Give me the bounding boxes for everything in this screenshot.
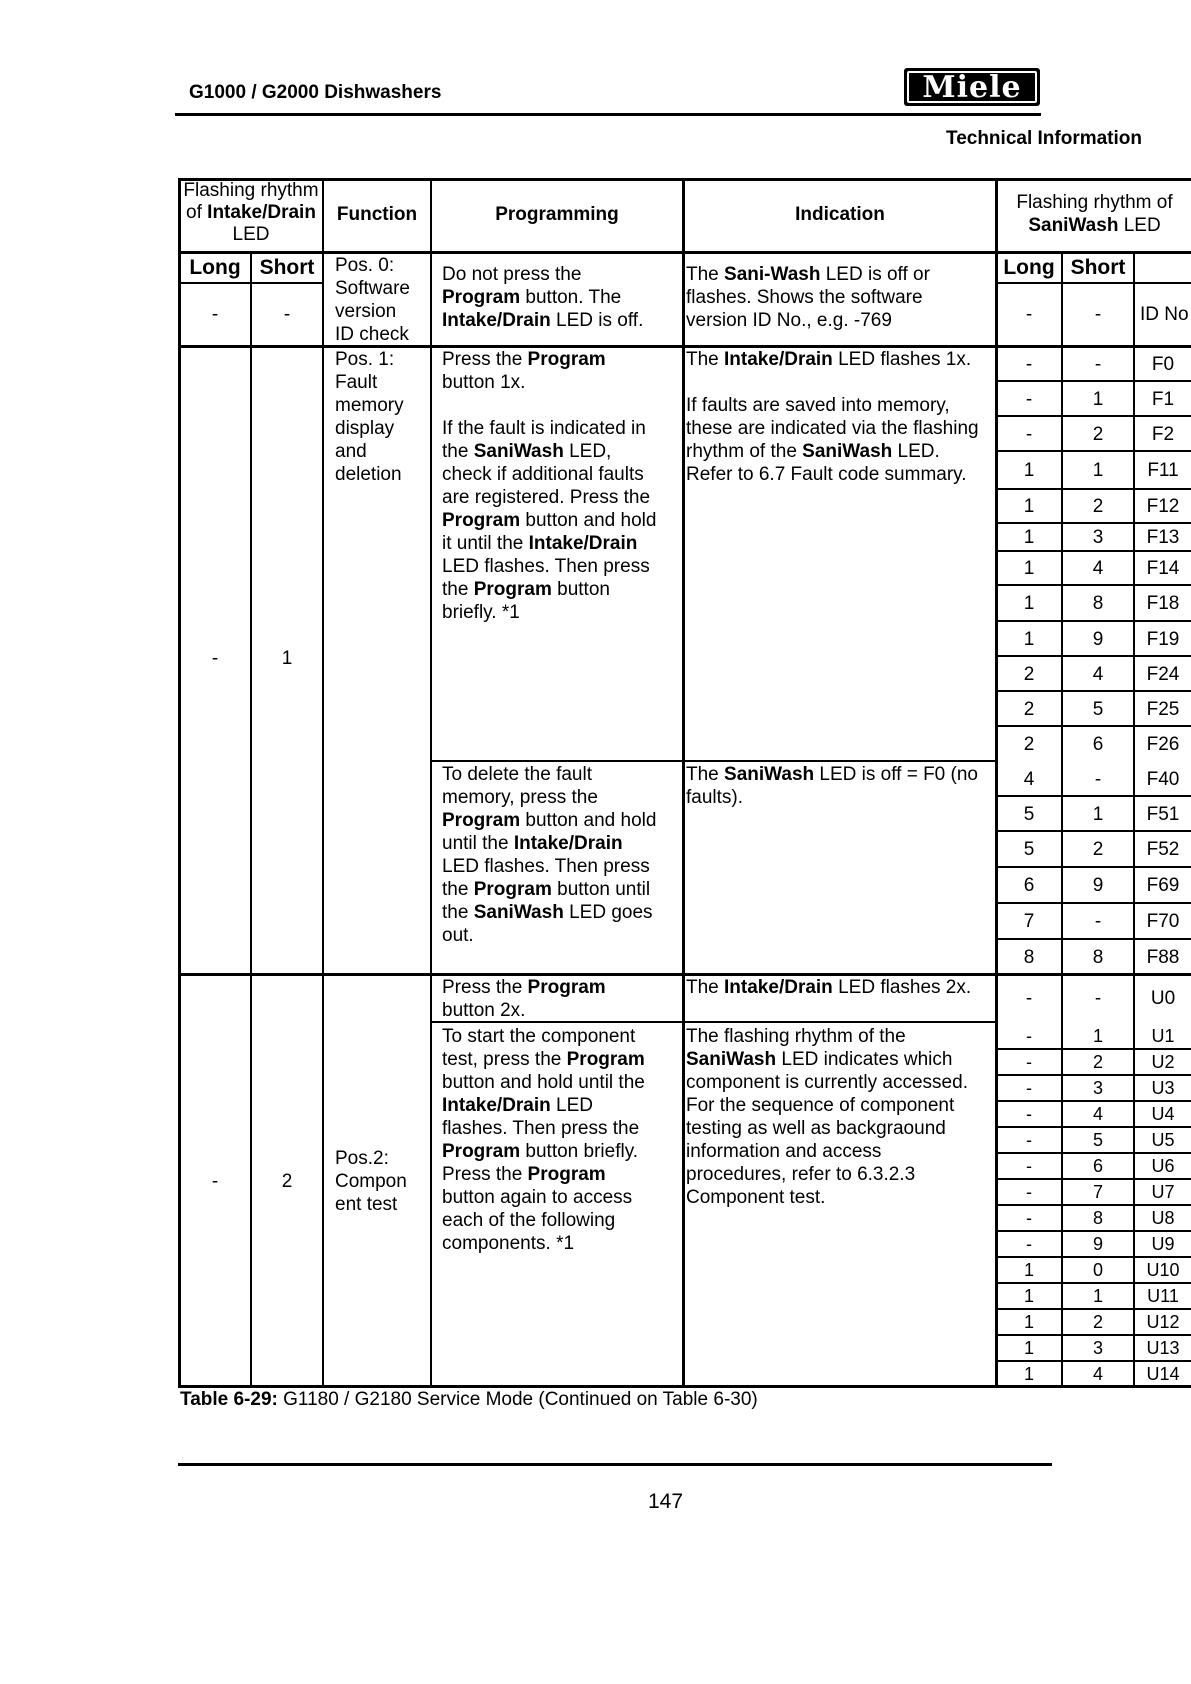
text-line: rhythm of the SaniWash LED. (686, 441, 940, 462)
col-divider (322, 178, 324, 1388)
text-line: information and access (686, 1141, 882, 1162)
sani-long-cell: - (1025, 354, 1033, 375)
sani-row-rule (995, 1048, 1191, 1050)
text-line: out. (442, 925, 474, 946)
sani-code-cell: F1 (1151, 388, 1175, 410)
text-line: check if additional faults (442, 464, 644, 485)
sani-code-cell: F13 (1146, 527, 1180, 548)
header-sani-long: Long (1003, 256, 1055, 279)
col-divider (250, 252, 252, 1388)
sani-row-rule (995, 1126, 1191, 1128)
sani-code-cell: U4 (1151, 1104, 1175, 1124)
pos2-sani-first-code: U0 (1150, 988, 1176, 1009)
pos0-short: - (283, 304, 291, 325)
sani-long-cell: - (1025, 388, 1033, 410)
text-line: flashes. Then press the (442, 1118, 640, 1139)
text-line: the Program button (442, 579, 610, 600)
text-line: it until the Intake/Drain (442, 533, 638, 554)
sani-row-rule (995, 902, 1191, 904)
sani-short-cell: 0 (1092, 1260, 1103, 1280)
sani-long-cell: 2 (1023, 663, 1035, 685)
document-title: G1000 / G2000 Dishwashers (189, 82, 442, 103)
sani-code-cell: U14 (1146, 1363, 1180, 1384)
sani-row-rule (995, 1230, 1191, 1232)
text-line: Program button and hold (442, 810, 657, 831)
sani-long-cell: - (1026, 1104, 1032, 1124)
sani-code-cell: U2 (1151, 1052, 1175, 1072)
text-line: LED flashes. Then press (442, 856, 650, 877)
header-text: Flashing rhythm (183, 180, 319, 201)
sani-long-cell: 1 (1023, 496, 1035, 517)
sani-row-rule (995, 1204, 1191, 1206)
section-rule (178, 345, 1191, 348)
sani-long-cell: 5 (1023, 803, 1035, 825)
text-line: component is currently accessed. (686, 1072, 968, 1093)
sani-short-cell: 4 (1092, 1363, 1103, 1384)
text-line: memory, press the (442, 787, 598, 808)
col-divider (682, 178, 685, 1388)
sani-row-rule (995, 620, 1191, 622)
text-line: Press the Program (442, 349, 606, 370)
text-line: deletion (335, 464, 402, 485)
text-line: testing as well as backgraound (686, 1118, 946, 1139)
pos0-programming (442, 263, 643, 332)
sani-long-cell: - (1026, 1026, 1032, 1046)
text-line: The Intake/Drain LED flashes 2x. (686, 977, 972, 998)
header-bottom-rule (178, 251, 1191, 254)
sani-row-rule (995, 830, 1191, 832)
text-line: faults). (686, 787, 744, 808)
sani-code-cell: U10 (1146, 1260, 1180, 1280)
sani-code-cell: F12 (1146, 496, 1180, 517)
text-line: If faults are saved into memory, (686, 395, 950, 416)
header-text: LED (232, 224, 270, 245)
sani-long-cell: 2 (1023, 698, 1035, 720)
text-line: display (335, 418, 395, 439)
sani-row-rule (995, 866, 1191, 868)
sani-short-cell: 3 (1092, 527, 1104, 548)
text-line: Refer to 6.7 Fault code summary. (686, 464, 967, 485)
text-line: Program button briefly. (442, 1141, 639, 1162)
pos2-function (335, 1147, 407, 1216)
text-line: test, press the Program (442, 1049, 645, 1070)
sani-row-rule (995, 415, 1191, 417)
sani-short-cell: - (1094, 354, 1102, 375)
text-line: button 2x. (442, 1000, 526, 1021)
sani-short-cell: 2 (1092, 839, 1104, 860)
text-line: are registered. Press the (442, 487, 651, 508)
sani-short-cell: 2 (1092, 496, 1104, 517)
sani-long-cell: 1 (1023, 558, 1035, 579)
pos2-sani-first-long: - (1025, 988, 1033, 1009)
sani-short-cell: 1 (1092, 460, 1104, 481)
pos0-function (335, 254, 410, 346)
pos0-sani-code: ID No (1140, 304, 1189, 325)
sani-long-cell: - (1026, 1156, 1032, 1176)
pos2-sani-first-short: - (1094, 988, 1102, 1009)
header-long: Long (189, 256, 241, 279)
section-rule (178, 973, 1191, 976)
sani-code-cell: U7 (1151, 1182, 1175, 1202)
pos2-indication-test (686, 1025, 968, 1209)
pos0-long: - (211, 304, 219, 325)
section-label: Technical Information (946, 128, 1143, 149)
sani-short-cell: 1 (1092, 803, 1104, 825)
sani-row-rule (995, 1074, 1191, 1076)
pos2-short: 2 (281, 1171, 293, 1192)
header-text: of (186, 202, 208, 223)
sani-short-cell: 1 (1092, 1286, 1103, 1306)
sani-code-cell: U8 (1151, 1208, 1175, 1228)
sani-code-cell: F19 (1146, 628, 1180, 650)
table-border-bottom (178, 1385, 1191, 1388)
pos1-programming-view (442, 348, 656, 624)
pos2-programming-start (442, 976, 606, 1022)
sani-code-cell: F88 (1146, 946, 1180, 968)
sani-long-cell: - (1026, 1234, 1032, 1254)
sani-row-rule (995, 1100, 1191, 1102)
sani-long-cell: 1 (1023, 527, 1035, 548)
text-line: For the sequence of component (686, 1095, 955, 1116)
sani-short-cell: 3 (1092, 1078, 1103, 1098)
sani-row-rule (995, 450, 1191, 452)
sani-short-cell: 8 (1092, 593, 1104, 614)
text-line (442, 394, 656, 417)
text-line: The SaniWash LED is off = F0 (no (686, 764, 978, 785)
sani-long-cell: 7 (1023, 911, 1035, 932)
col-divider (430, 178, 432, 1388)
page-number: 147 (647, 1490, 684, 1513)
header-short: Short (259, 256, 315, 279)
sani-row-rule (995, 584, 1191, 586)
text-line: If the fault is indicated in (442, 418, 646, 439)
header-saniwash-rhythm (998, 191, 1191, 237)
sani-row-rule (995, 690, 1191, 692)
caption-text: G1180 / G2180 Service Mode (Continued on Table 6-30) (277, 1389, 758, 1410)
sani-row-rule (995, 488, 1191, 490)
sani-code-cell: F11 (1147, 460, 1179, 481)
sani-long-cell: - (1025, 423, 1033, 445)
table-caption (180, 1389, 758, 1411)
sani-long-cell: 1 (1023, 1286, 1034, 1306)
sani-long-cell: 1 (1023, 628, 1035, 650)
sani-row-rule (995, 1334, 1191, 1336)
text-line: Software (335, 278, 410, 299)
sani-long-cell: 1 (1023, 1260, 1034, 1280)
text-line: button and hold until the (442, 1072, 645, 1093)
pos0-sani-short: - (1094, 304, 1102, 325)
pos1-indication-view (686, 348, 979, 486)
sani-short-cell: 1 (1092, 1026, 1103, 1046)
text-line: Do not press the (442, 264, 582, 285)
sani-code-cell: U13 (1146, 1338, 1180, 1358)
sani-short-cell: 9 (1092, 1234, 1103, 1254)
sani-code-cell: F69 (1146, 875, 1180, 896)
pos2-long: - (211, 1171, 219, 1192)
sani-code-cell: F70 (1146, 911, 1180, 932)
sani-short-cell: - (1094, 911, 1102, 932)
sani-row-rule (995, 1282, 1191, 1284)
sani-short-cell: 6 (1092, 733, 1104, 755)
text-line: Program button and hold (442, 510, 657, 531)
text-line: version (335, 301, 397, 322)
text-line: each of the following (442, 1210, 616, 1231)
sani-row-rule (995, 550, 1191, 552)
text-line: and (335, 441, 367, 462)
sani-row-rule (995, 1256, 1191, 1258)
sani-short-cell: 2 (1092, 1052, 1103, 1072)
sani-short-cell: 3 (1092, 1338, 1103, 1358)
text-line: Fault (335, 372, 378, 393)
table-border-left (178, 178, 181, 1388)
sani-long-cell: - (1026, 1130, 1032, 1150)
text-line (686, 371, 979, 394)
sani-short-cell: 1 (1092, 388, 1104, 410)
sani-short-cell: - (1094, 768, 1102, 790)
text-line: Pos. 1: (335, 349, 395, 370)
sani-short-cell: 9 (1092, 875, 1104, 896)
sani-long-cell: 1 (1023, 460, 1035, 481)
sani-long-cell: 1 (1023, 1312, 1034, 1332)
table-border-top (178, 178, 1191, 181)
subheader-rule (995, 282, 1191, 284)
sani-code-cell: U1 (1151, 1026, 1175, 1046)
sani-code-cell: F0 (1151, 354, 1175, 375)
sani-long-cell: 2 (1023, 733, 1035, 755)
text-line: the Program button until (442, 879, 651, 900)
sani-short-cell: 5 (1092, 1130, 1103, 1150)
text-line: button 1x. (442, 372, 526, 393)
sani-code-cell: U9 (1151, 1234, 1175, 1254)
sani-long-cell: 1 (1023, 1363, 1034, 1384)
sani-row-rule (995, 938, 1191, 940)
sani-short-cell: 4 (1092, 663, 1104, 685)
text-line: the SaniWash LED, (442, 441, 612, 462)
sani-long-cell: - (1026, 1052, 1032, 1072)
text-line: Compon (335, 1171, 407, 1192)
sani-long-cell: - (1026, 1208, 1032, 1228)
text-line: The Sani-Wash LED is off or (686, 264, 930, 285)
brand-wordmark: Miele (907, 71, 1037, 103)
header-indication: Indication (795, 204, 885, 225)
text-line: To delete the fault (442, 764, 592, 785)
sani-short-cell: 4 (1092, 1104, 1103, 1124)
sani-short-cell: 8 (1092, 1208, 1103, 1228)
text-line: these are indicated via the flashing (686, 418, 979, 439)
header-intake-rhythm (180, 180, 322, 246)
text-line: Component test. (686, 1187, 826, 1208)
text-line: Pos.2: (335, 1148, 389, 1169)
header-function: Function (336, 204, 418, 225)
sani-code-cell: U3 (1151, 1078, 1175, 1098)
sani-code-cell: F51 (1146, 803, 1180, 825)
sani-short-cell: 6 (1092, 1156, 1103, 1176)
sani-code-cell: F40 (1146, 768, 1180, 790)
text-line: the SaniWash LED goes (442, 902, 653, 923)
sani-short-cell: 2 (1092, 423, 1104, 445)
text-line: Pos. 0: (335, 255, 395, 276)
sani-long-cell: - (1026, 1078, 1032, 1098)
sani-row-rule (995, 1152, 1191, 1154)
sani-short-cell: 8 (1092, 946, 1104, 968)
row-split-rule (430, 760, 685, 762)
pos1-function (335, 348, 404, 486)
subheader-rule (178, 282, 323, 284)
text-line: procedures, refer to 6.3.2.3 (686, 1164, 916, 1185)
sani-code-cell: F26 (1146, 733, 1180, 755)
text-line: To start the component (442, 1026, 636, 1047)
sani-code-cell: F25 (1146, 698, 1180, 720)
text-line: The Intake/Drain LED flashes 1x. (686, 349, 972, 370)
sani-long-cell: 6 (1023, 875, 1035, 896)
header-text: SaniWash (1028, 215, 1119, 236)
sani-short-cell: 4 (1092, 558, 1104, 579)
text-line: Press the Program (442, 1164, 606, 1185)
sani-code-cell: U5 (1151, 1130, 1175, 1150)
footer-rule (178, 1463, 1052, 1466)
sani-code-cell: F24 (1146, 663, 1180, 685)
text-line: ent test (335, 1194, 398, 1215)
sani-row-rule (995, 1308, 1191, 1310)
text-line: ID check (335, 324, 409, 345)
sani-short-cell: 2 (1092, 1312, 1103, 1332)
text-line: components. *1 (442, 1233, 575, 1254)
pos1-indication-delete (686, 763, 978, 809)
sani-short-cell: 7 (1092, 1182, 1103, 1202)
text-line: SaniWash LED indicates which (686, 1049, 953, 1070)
sani-long-cell: 1 (1023, 593, 1035, 614)
sani-long-cell: 4 (1023, 768, 1035, 790)
text-line: flashes. Shows the software (686, 287, 923, 308)
sani-code-cell: F2 (1151, 423, 1175, 445)
caption-label: Table 6-29: (180, 1389, 278, 1410)
sani-code-cell: F14 (1146, 558, 1180, 579)
sani-short-cell: 5 (1092, 698, 1104, 720)
text-line: The flashing rhythm of the (686, 1026, 906, 1047)
text-line: Intake/Drain LED is off. (442, 310, 644, 331)
pos0-indication (686, 263, 930, 332)
pos1-programming-delete (442, 763, 656, 947)
sani-long-cell: 8 (1023, 946, 1035, 968)
text-line: Program button. The (442, 287, 622, 308)
text-line: version ID No., e.g. -769 (686, 310, 892, 331)
sani-row-rule (995, 522, 1191, 524)
text-line: LED flashes. Then press (442, 556, 650, 577)
sani-row-rule (995, 380, 1191, 382)
text-line: until the Intake/Drain (442, 833, 623, 854)
sani-code-cell: U12 (1146, 1312, 1180, 1332)
sani-row-rule (995, 725, 1191, 727)
header-text: Intake/Drain (207, 202, 316, 223)
sani-long-cell: 5 (1023, 839, 1035, 860)
sani-row-rule (995, 795, 1191, 797)
text-line: Press the Program (442, 977, 606, 998)
sani-long-cell: 1 (1023, 1338, 1034, 1358)
pos1-long: - (211, 648, 219, 669)
text-line: memory (335, 395, 404, 416)
sani-row-rule (995, 655, 1191, 657)
text-line: briefly. *1 (442, 602, 520, 623)
header-text: Flashing rhythm of (1016, 192, 1173, 213)
header-text: LED (1118, 215, 1161, 236)
sani-code-cell: F18 (1146, 593, 1180, 614)
sani-code-cell: F52 (1146, 839, 1180, 860)
pos0-sani-long: - (1025, 304, 1033, 325)
sani-code-cell: U6 (1151, 1156, 1175, 1176)
sani-long-cell: - (1026, 1182, 1032, 1202)
sani-code-cell: U11 (1147, 1286, 1179, 1306)
row-split-rule (684, 760, 996, 762)
header-sani-short: Short (1070, 256, 1126, 279)
pos2-programming-test (442, 1025, 645, 1255)
text-line: button again to access (442, 1187, 633, 1208)
pos1-short: 1 (281, 648, 293, 669)
pos2-indication-start (686, 976, 971, 999)
sani-short-cell: 9 (1092, 628, 1104, 650)
text-line: Intake/Drain LED (442, 1095, 594, 1116)
header-programming: Programming (495, 204, 619, 225)
sani-row-rule (995, 1178, 1191, 1180)
